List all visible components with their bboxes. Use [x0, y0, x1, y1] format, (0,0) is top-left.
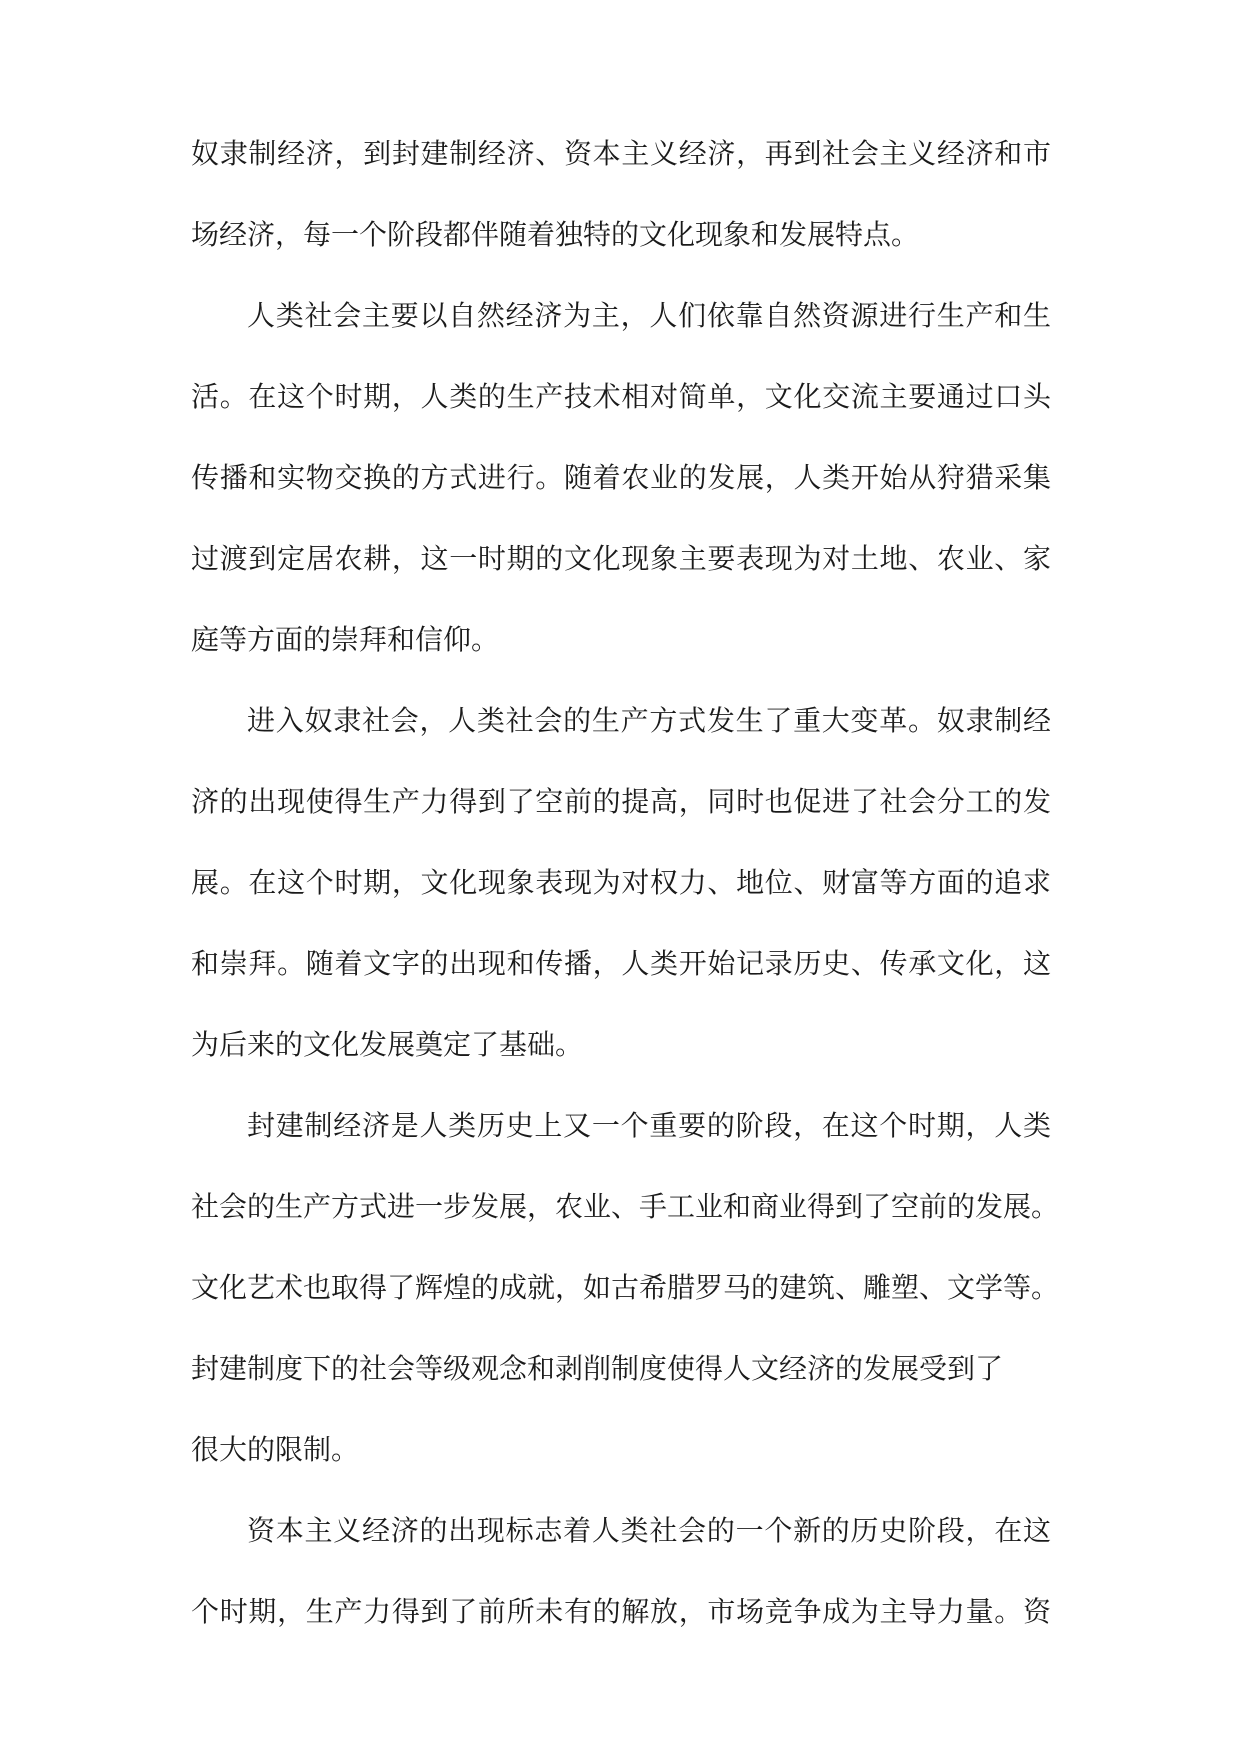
paragraph-line: 过渡到定居农耕，这一时期的文化现象主要表现为对土地、农业、家 — [191, 542, 1051, 575]
document-body — [191, 137, 1060, 1678]
paragraph-line: 社会的生产方式进一步发展，农业、手工业和商业得到了空前的发展。 — [191, 1190, 1060, 1223]
paragraph-1 — [191, 139, 1051, 250]
paragraph-line: 济的出现使得生产力得到了空前的提高，同时也促进了社会分工的发 — [191, 785, 1051, 818]
paragraph-line: 传播和实物交换的方式进行。随着农业的发展，人类开始从狩猎采集 — [191, 461, 1051, 494]
paragraph-line: 很大的限制。 — [191, 1433, 360, 1466]
paragraph-line: 场经济，每一个阶段都伴随着独特的文化现象和发展特点。 — [191, 218, 920, 251]
paragraph-4 — [191, 1109, 1060, 1466]
paragraph-line: 庭等方面的崇拜和信仰。 — [191, 623, 500, 656]
paragraph-2 — [191, 301, 1051, 655]
paragraph-line: 文化艺术也取得了辉煌的成就，如古希腊罗马的建筑、雕塑、文学等。 — [191, 1271, 1060, 1304]
paragraph-line: 活。在这个时期，人类的生产技术相对简单，文化交流主要通过口头 — [191, 380, 1051, 413]
paragraph-3 — [191, 706, 1051, 1060]
paragraph-5 — [191, 1516, 1051, 1627]
paragraph-line: 人类社会主要以自然经济为主，人们依靠自然资源进行生产和生 — [247, 299, 1051, 332]
paragraph-line: 进入奴隶社会，人类社会的生产方式发生了重大变革。奴隶制经 — [247, 704, 1051, 737]
paragraph-line: 为后来的文化发展奠定了基础。 — [191, 1028, 584, 1061]
paragraph-line: 展。在这个时期，文化现象表现为对权力、地位、财富等方面的追求 — [191, 866, 1051, 899]
paragraph-line: 封建制度下的社会等级观念和剥削制度使得人文经济的发展受到了 — [191, 1352, 1004, 1385]
paragraph-line: 资本主义经济的出现标志着人类社会的一个新的历史阶段，在这 — [247, 1514, 1051, 1547]
paragraph-line: 封建制经济是人类历史上又一个重要的阶段，在这个时期，人类 — [247, 1109, 1051, 1142]
paragraph-line: 和崇拜。随着文字的出现和传播，人类开始记录历史、传承文化，这 — [191, 947, 1051, 980]
paragraph-line: 奴隶制经济，到封建制经济、资本主义经济，再到社会主义经济和市 — [191, 137, 1051, 170]
paragraph-line: 个时期，生产力得到了前所未有的解放，市场竞争成为主导力量。资 — [191, 1595, 1051, 1628]
